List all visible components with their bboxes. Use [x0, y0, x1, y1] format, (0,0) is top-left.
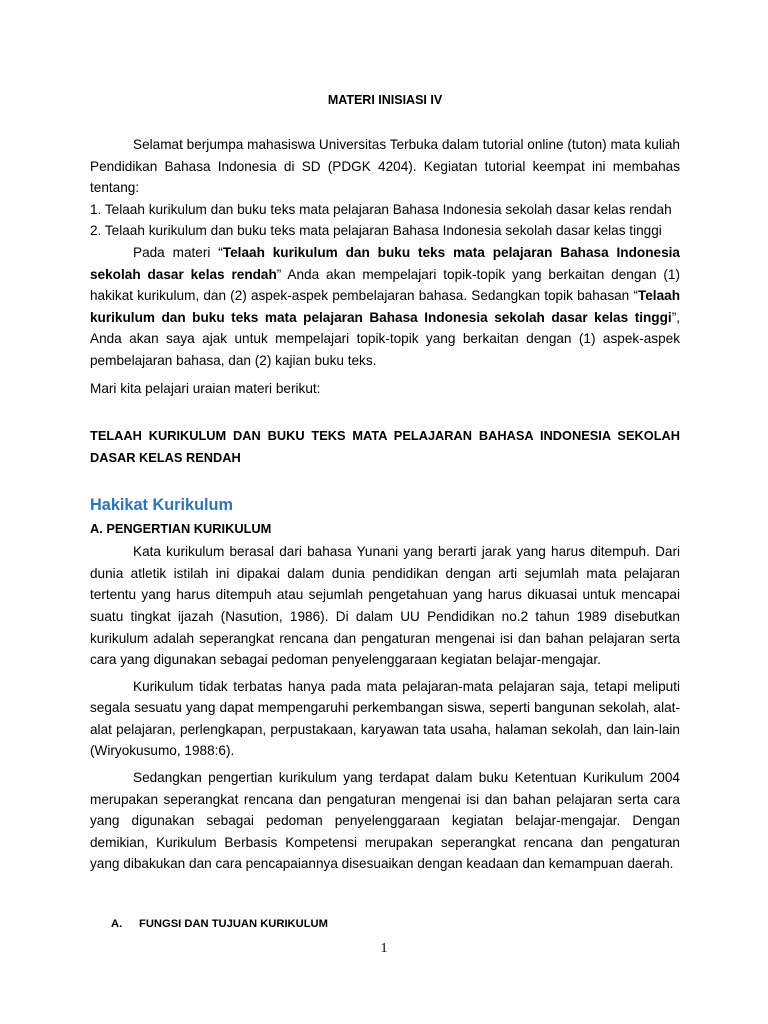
body-paragraph-1: Kata kurikulum berasal dari bahasa Yunani yang berarti jarak yang harus ditempuh. Dari dunia atletik istilah ini dipakai dalam dunia pendidikan dengan arti sejumlah mata pelajaran tertentu yang harus ditempuh atau sejumlah pengetahuan yang harus dikuasai untuk mencapai suatu tingkat ijazah (Nasution, 1986). Di dalam UU Pendidikan no.2 tahun 1989 disebutkan kurikulum adalah seperangkat rencana dan pengaturan mengenai isi dan bahan pelajaran serta cara yang digunakan sebagai pedoman penyelenggaraan kegiatan belajar-mengajar.: [90, 544, 680, 668]
subsection-text: FUNGSI DAN TUJUAN KURIKULUM: [139, 918, 328, 931]
body-paragraph-2: Kurikulum tidak terbatas hanya pada mata pelajaran-mata pelajaran saja, tetapi meliputi segala sesuatu yang dapat mempengaruhi perkembangan siswa, seperti bangunan sekolah, alat-alat pelajaran, perlengkapan, perpustakaan, karyawan tata usaha, halaman sekolah, dan lain-lain (Wiryokusumo, 1988:6).: [90, 678, 680, 759]
body-paragraph-3: Sedangkan pengertian kurikulum yang terdapat dalam buku Ketentuan Kurikulum 2004 merupakan seperangkat rencana dan pengaturan mengenai isi dan bahan pelajaran serta cara yang digunakan sebagai pedoman penyelenggaraan kegiatan belajar-mengajar. Dengan demikian, Kurikulum Berbasis Kompetensi merupakan seperangkat rencana dan pengaturan yang dibakukan dan cara pencapaiannya disesuaikan dengan keadaan dan kemampuan daerah.: [90, 770, 680, 872]
topics-paragraph: [90, 242, 680, 372]
heading-hakikat-kurikulum: Hakikat Kurikulum: [90, 496, 233, 515]
page-number: 1: [380, 941, 388, 956]
list-item-2: 2. Telaah kurikulum dan buku teks mata pelajaran Bahasa Indonesia sekolah dasar kelas tinggi: [90, 223, 662, 239]
section-title: TELAAH KURIKULUM DAN BUKU TEKS MATA PELAJARAN BAHASA INDONESIA SEKOLAH DASAR KELAS RENDAH: [90, 428, 680, 466]
list-item-1: 1. Telaah kurikulum dan buku teks mata pelajaran Bahasa Indonesia sekolah dasar kelas rendah: [90, 201, 672, 217]
topic-low-grade: Telaah kurikulum dan buku teks mata pelajaran Bahasa Indonesia sekolah dasar kelas rendah: [90, 244, 680, 282]
topics-text-1: Pada materi “: [133, 244, 223, 260]
subheading-pengertian: A. PENGERTIAN KURIKULUM: [90, 521, 272, 537]
topics-text-3: ”, Anda akan saya ajak untuk mempelajari topik-topik yang berkaitan dengan (1) aspek-aspek pembelajaran bahasa, dan (2) kajian buku teks.: [90, 309, 680, 368]
document-title: MATERI INISIASI IV: [327, 93, 443, 107]
topics-text-2: ” Anda akan mempelajari topik-topik yang berkaitan dengan (1) hakikat kurikulum, dan (2) aspek-aspek pembelajaran bahasa. Sedangkan topik bahasan “: [90, 266, 680, 304]
subsection-label: A.: [111, 918, 123, 931]
lead-in-paragraph: Mari kita pelajari uraian materi berikut:: [90, 380, 321, 396]
topic-high-grade: Telaah kurikulum dan buku teks mata pelajaran Bahasa Indonesia sekolah dasar kelas tinggi: [90, 288, 680, 325]
intro-paragraph: Selamat berjumpa mahasiswa Universitas Terbuka dalam tutorial online (tuton) mata kuliah Pendidikan Bahasa Indonesia di SD (PDGK 4204). Kegiatan tutorial keempat ini membahas tentang:: [90, 137, 680, 196]
subsection-fungsi-tujuan: [111, 915, 680, 933]
